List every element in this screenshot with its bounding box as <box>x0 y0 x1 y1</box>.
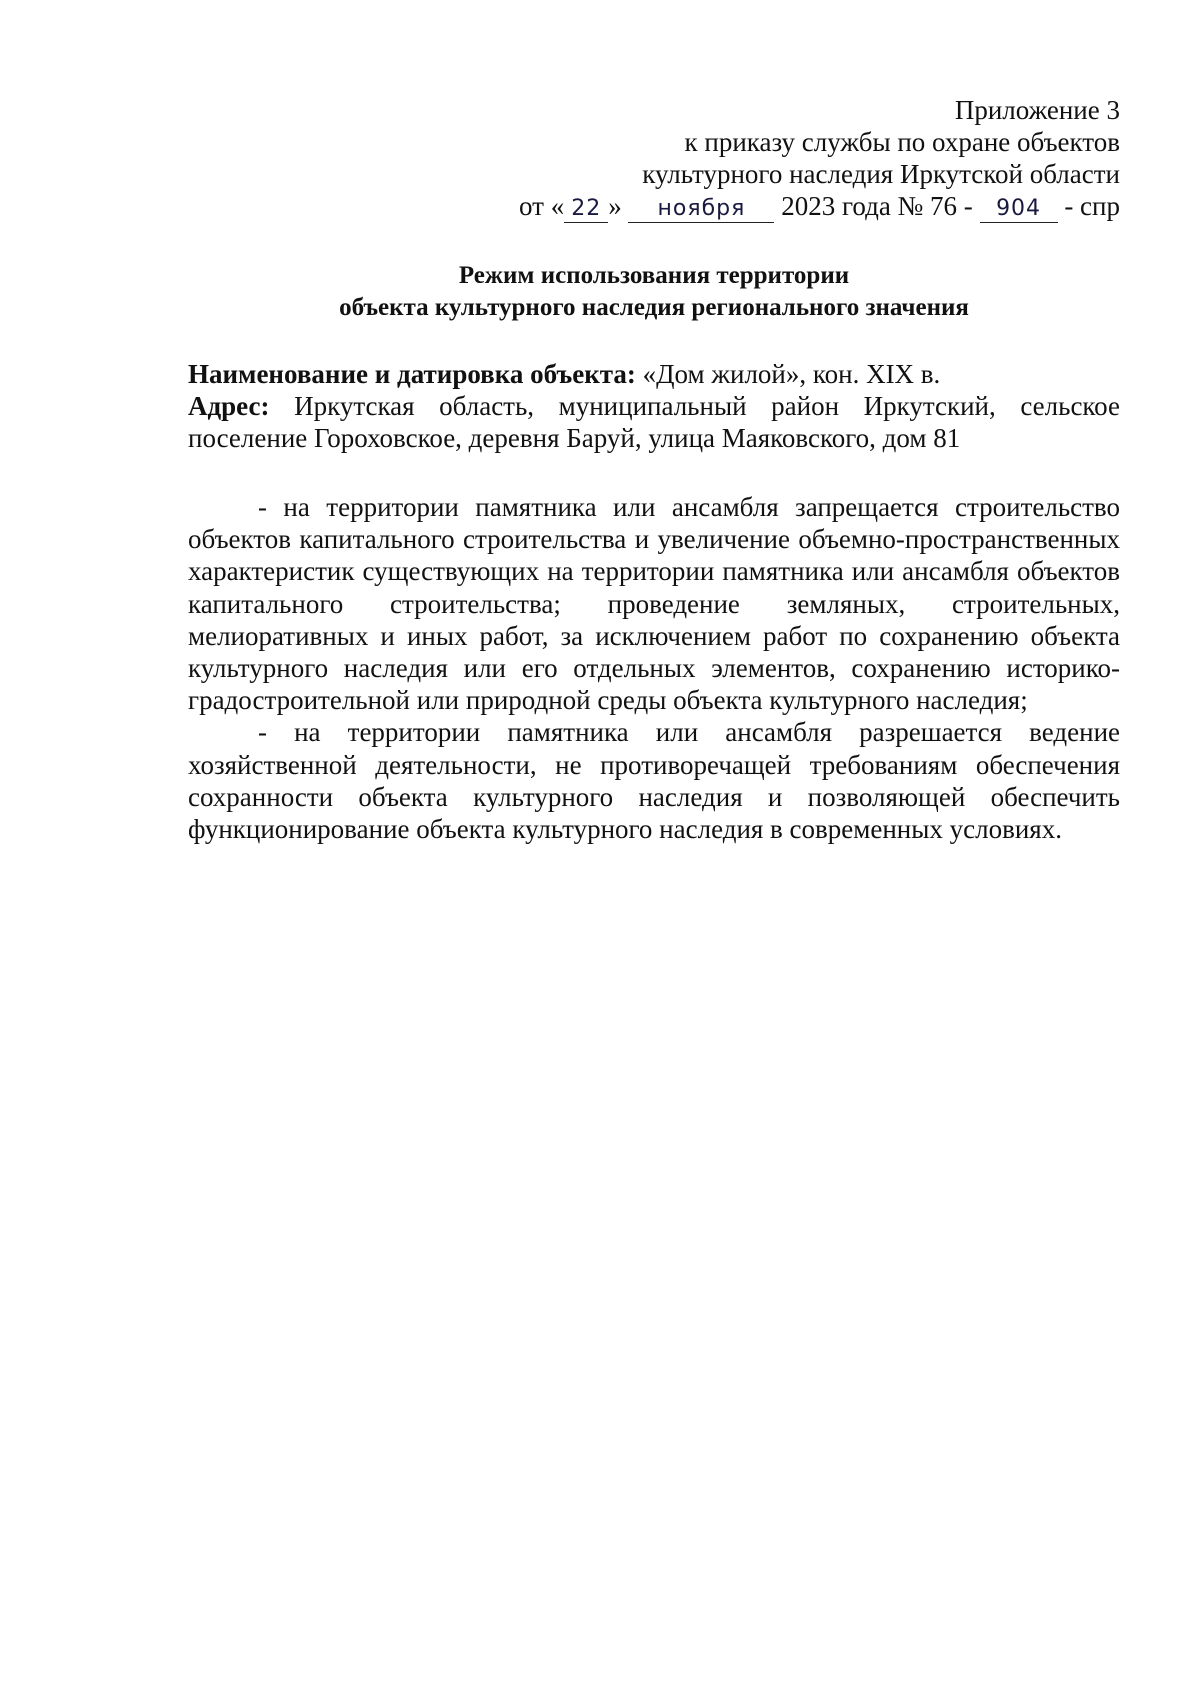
date-year: 2023 года № 76 - <box>781 191 973 221</box>
date-mid: » <box>608 191 622 221</box>
appendix-date-line <box>420 190 1120 223</box>
appendix-number: Приложение 3 <box>954 95 1120 125</box>
appendix-order-ref: к приказу службы по охране объектов <box>684 127 1120 157</box>
document-title <box>188 260 1120 324</box>
title-line-2: объекта культурного наследия регионального значения <box>339 294 969 321</box>
appendix-authority: культурного наследия Иркутской области <box>642 159 1120 189</box>
object-name-label: Наименование и датировка объекта: <box>188 359 636 389</box>
object-address-value: Иркутская область, муниципальный район Иркутский, сельское поселение Гороховское, деревня Баруй, улица Маяковского, дом 81 <box>188 391 1120 453</box>
handwritten-month: ноября <box>628 196 774 223</box>
date-prefix: от « <box>519 191 565 221</box>
object-address-label: Адрес: <box>188 391 270 421</box>
handwritten-order-number: 904 <box>980 196 1058 223</box>
object-name-value: «Дом жилой», кон. XIX в. <box>642 359 941 389</box>
order-suffix: - спр <box>1064 191 1120 221</box>
regime-item-prohibited: - на территории памятника или ансамбля запрещается строительство объектов капитального строительства и увеличение объемно-пространственных характеристик существующих на территории памятника или ансамбля объектов капитального строительства; проведение земляных, строительных, мелиоративных и иных работ, за исключением работ по сохранению объекта культурного наследия или его отдельных элементов, сохранению историко-градостроительной или природной среды объекта культурного наследия; <box>188 492 1120 716</box>
appendix-header <box>420 94 1120 223</box>
regime-item-permitted: - на территории памятника или ансамбля разрешается ведение хозяйственной деятельности, не противоречащей требованиям обеспечения сохранности объекта культурного наследия и позволяющей обеспечить функционирование объекта культурного наследия в современных условиях. <box>188 717 1120 845</box>
object-name-row <box>188 358 1120 390</box>
regime-text <box>188 491 1120 845</box>
title-line-1: Режим использования территории <box>458 262 850 289</box>
handwritten-day: 22 <box>564 196 608 223</box>
object-info <box>188 358 1120 454</box>
object-address-row <box>188 390 1120 454</box>
